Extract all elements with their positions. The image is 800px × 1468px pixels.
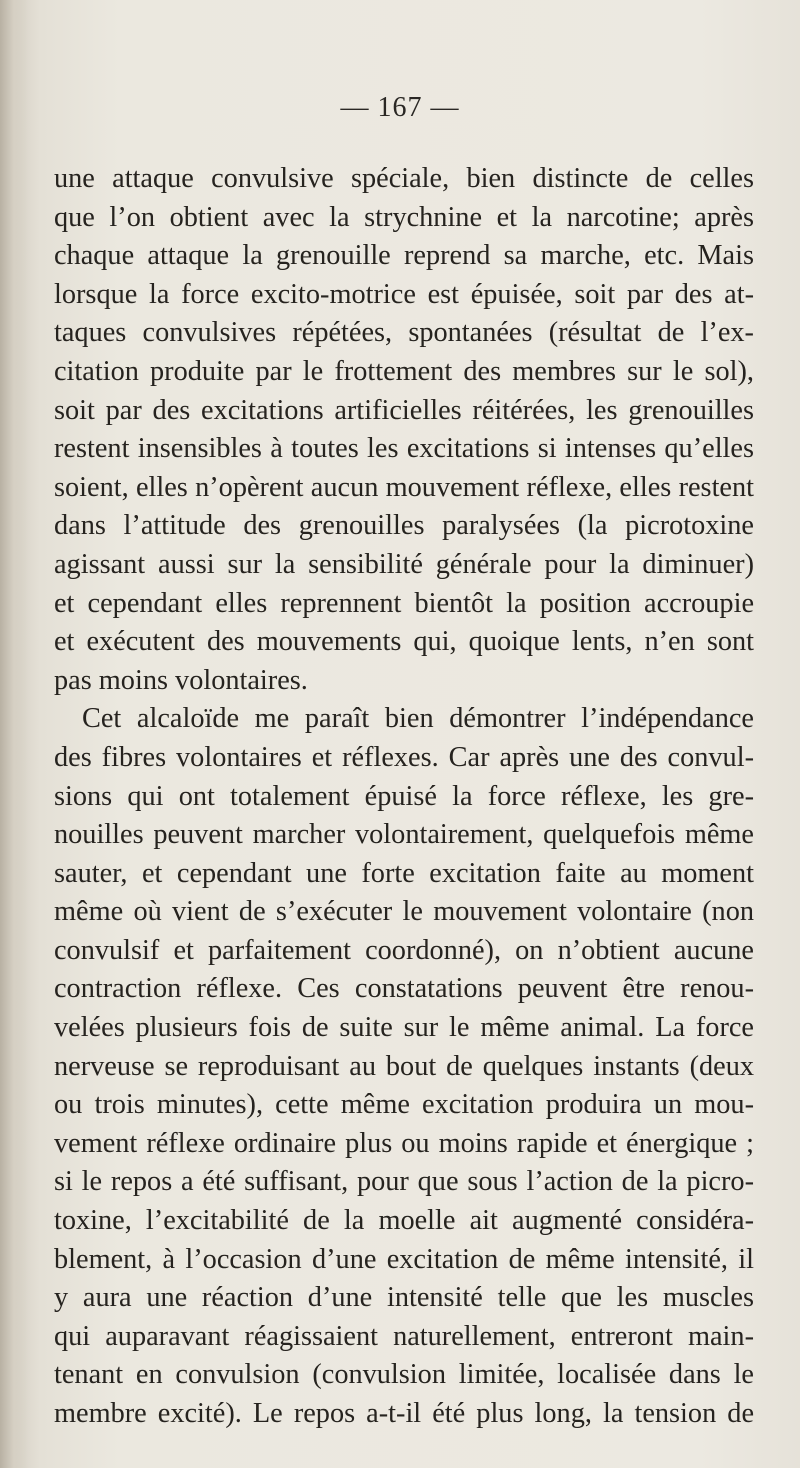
text-line: que l’on obtient avec la strychnine et la narcotine; après [54,201,754,233]
text-line: nouilles peuvent marcher volontairement, quelquefois même [54,819,754,851]
text-line: velées plusieurs fois de suite sur le même animal. La force [54,1012,754,1044]
text-line: restent insensibles à toutes les excitations si intenses qu’elles [54,433,754,465]
text-line: Cet alcaloïde me paraît bien démontrer l’indépendance [82,703,754,735]
text-line: tenant en convulsion (convulsion limitée, localisée dans le [54,1359,754,1391]
text-line: sauter, et cependant une forte excitation faite au moment [54,857,754,889]
binding-shadow [0,0,28,1468]
body-text [54,160,754,1434]
text-line: blement, à l’occasion d’une excitation de même intensité, il [54,1243,754,1275]
text-line: citation produite par le frottement des membres sur le sol), [54,355,754,387]
text-line: pas moins volontaires. [54,664,308,696]
text-line: sions qui ont totalement épuisé la force réflexe, les gre- [54,780,754,812]
text-line: dans l’attitude des grenouilles paralysées (la picrotoxine [54,510,754,542]
text-line: soient, elles n’opèrent aucun mouvement réflexe, elles restent [54,471,754,503]
text-line: contraction réflexe. Ces constatations peuvent être renou- [54,973,754,1005]
text-line: et cependant elles reprennent bientôt la position accroupie [54,587,754,619]
text-line: nerveuse se reproduisant au bout de quelques instants (deux [54,1050,754,1082]
text-line: des fibres volontaires et réflexes. Car après une des convul- [54,741,754,773]
text-line: membre excité). Le repos a-t-il été plus long, la tension de [54,1398,754,1429]
text-line: lorsque la force excito-motrice est épuisée, soit par des at- [54,278,754,310]
text-line: y aura une réaction d’une intensité telle que les muscles [54,1282,754,1314]
text-line: agissant aussi sur la sensibilité générale pour la diminuer) [54,548,754,580]
text-line: et exécutent des mouvements qui, quoique lents, n’en sont [54,626,754,658]
text-line: toxine, l’excitabilité de la moelle ait augmenté considéra- [54,1205,754,1237]
page-number: — 167 — [340,92,460,123]
text-line: vement réflexe ordinaire plus ou moins rapide et énergique ; [54,1127,754,1159]
text-line: chaque attaque la grenouille reprend sa marche, etc. Mais [54,240,754,272]
text-line: si le repos a été suffisant, pour que sous l’action de la picro- [54,1166,754,1198]
text-line: une attaque convulsive spéciale, bien distincte de celles [54,163,754,194]
text-line: ou trois minutes), cette même excitation produira un mou- [54,1089,754,1121]
text-line: même où vient de s’exécuter le mouvement volontaire (non [54,896,754,928]
text-line: taques convulsives répétées, spontanées (résultat de l’ex- [54,317,754,349]
text-line: qui auparavant réagissaient naturellement, entreront main- [54,1320,754,1352]
text-line: soit par des excitations artificielles réitérées, les grenouilles [54,394,754,426]
text-line: convulsif et parfaitement coordonné), on n’obtient aucune [54,934,754,966]
